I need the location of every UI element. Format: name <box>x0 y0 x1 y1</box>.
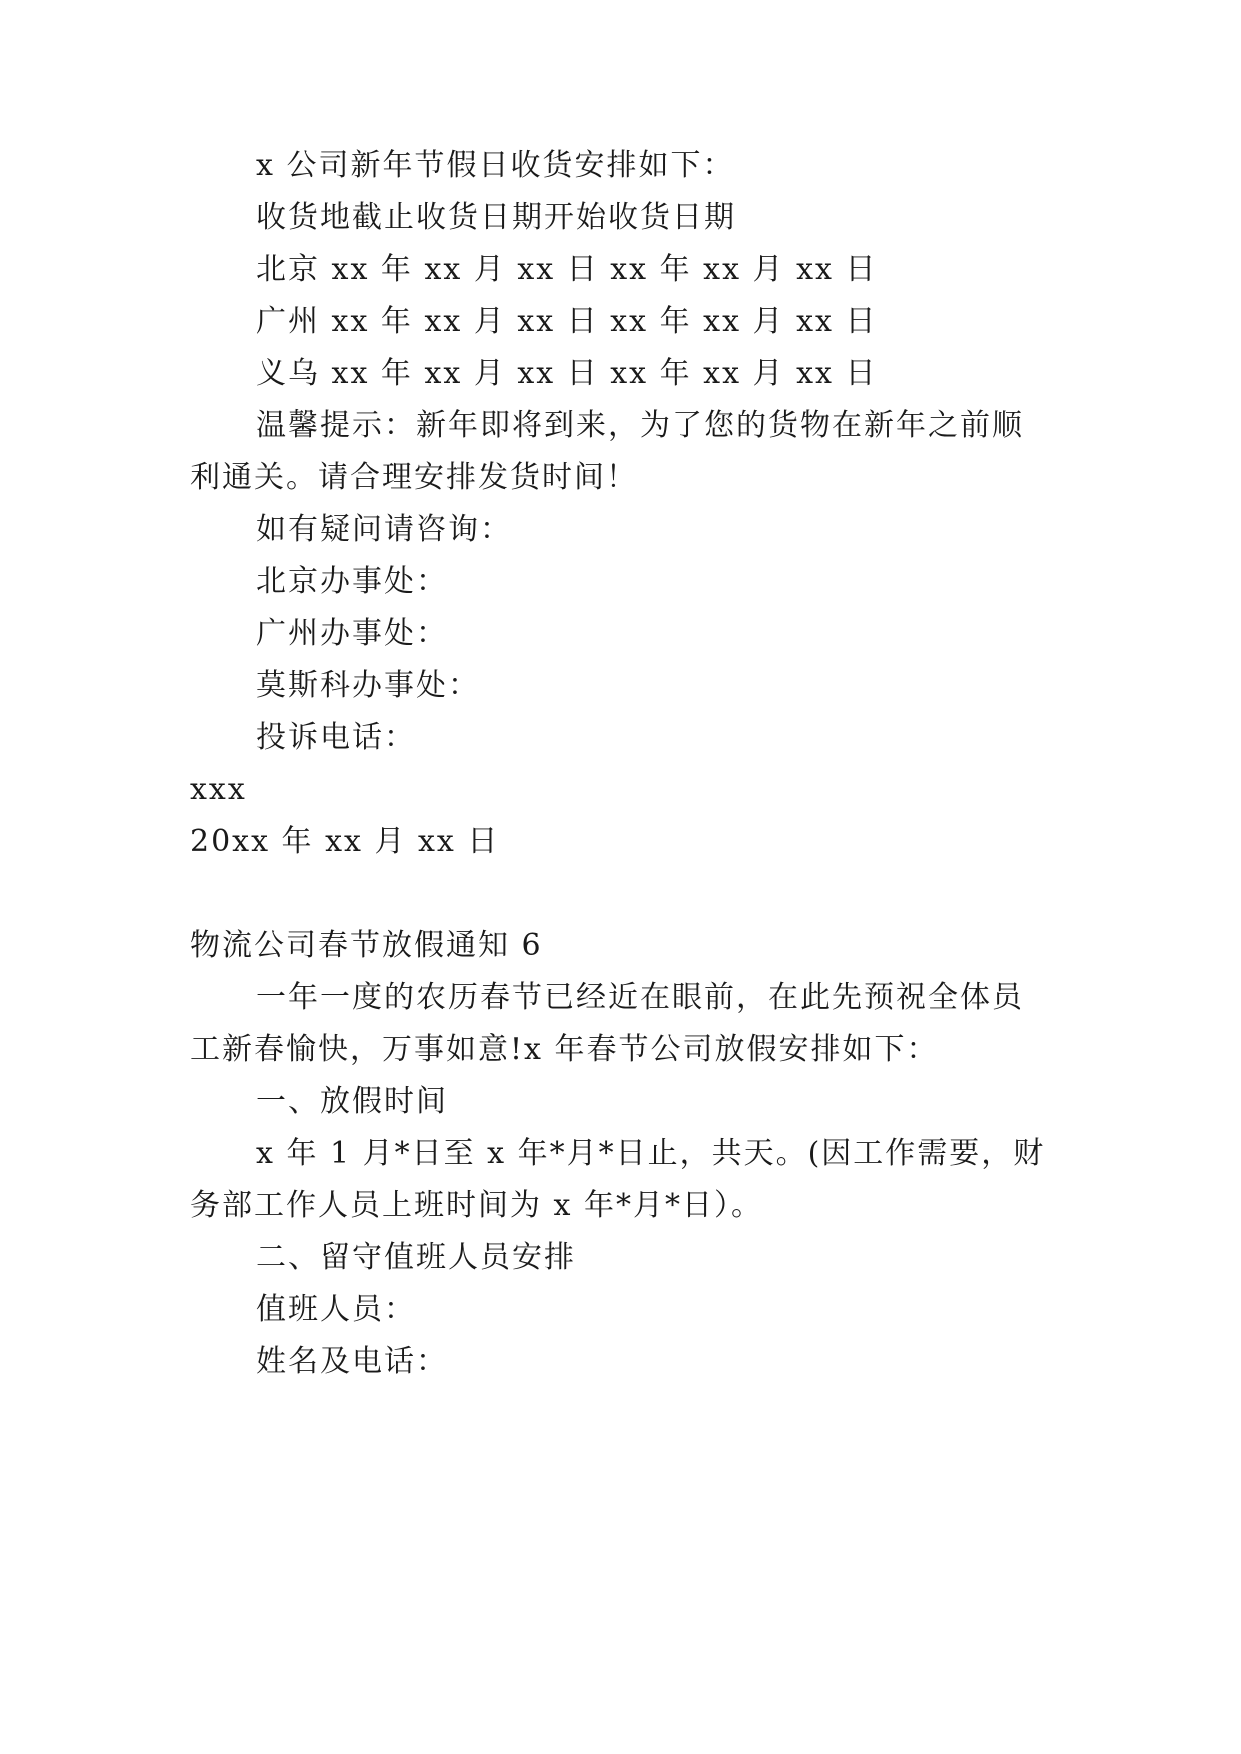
name-phone-line: 姓名及电话： <box>256 1344 448 1379</box>
office-beijing: 北京办事处： <box>256 564 448 599</box>
table-header-line: 收货地截止收货日期开始收货日期 <box>256 200 736 235</box>
office-moscow: 莫斯科办事处： <box>256 668 480 703</box>
row-yiwu: 义乌 xx 年 xx 月 xx 日 xx 年 xx 月 xx 日 <box>256 356 878 391</box>
heading-duty-arrangement: 二、留守值班人员安排 <box>256 1240 576 1275</box>
heading-holiday-time: 一、放假时间 <box>256 1084 448 1119</box>
para2-line-2: 务部工作人员上班时间为 x 年*月*日）。 <box>190 1188 763 1223</box>
para1-line-2: 工新春愉快，万事如意!x 年春节公司放假安排如下： <box>190 1032 939 1067</box>
row-guangzhou: 广州 xx 年 xx 月 xx 日 xx 年 xx 月 xx 日 <box>256 304 878 339</box>
intro-line: x 公司新年节假日收货安排如下： <box>256 148 735 183</box>
para1-line-1: 一年一度的农历春节已经近在眼前，在此先预祝全体员 <box>256 980 1024 1015</box>
tip-line-1: 温馨提示：新年即将到来，为了您的货物在新年之前顺 <box>256 408 1024 443</box>
para2-line-1: x 年 1 月*日至 x 年*月*日止，共天。(因工作需要，财 <box>256 1136 1046 1171</box>
row-beijing: 北京 xx 年 xx 月 xx 日 xx 年 xx 月 xx 日 <box>256 252 878 287</box>
complaint-line: 投诉电话： <box>256 720 416 755</box>
tip-line-2: 利通关。请合理安排发货时间！ <box>190 460 638 495</box>
signature-date: 20xx 年 xx 月 xx 日 <box>190 824 500 859</box>
duty-staff-line: 值班人员： <box>256 1292 416 1327</box>
section-title: 物流公司春节放假通知 6 <box>190 928 543 963</box>
inquiry-line: 如有疑问请咨询： <box>256 512 512 547</box>
signature: xxx <box>190 772 247 807</box>
office-guangzhou: 广州办事处： <box>256 616 448 651</box>
